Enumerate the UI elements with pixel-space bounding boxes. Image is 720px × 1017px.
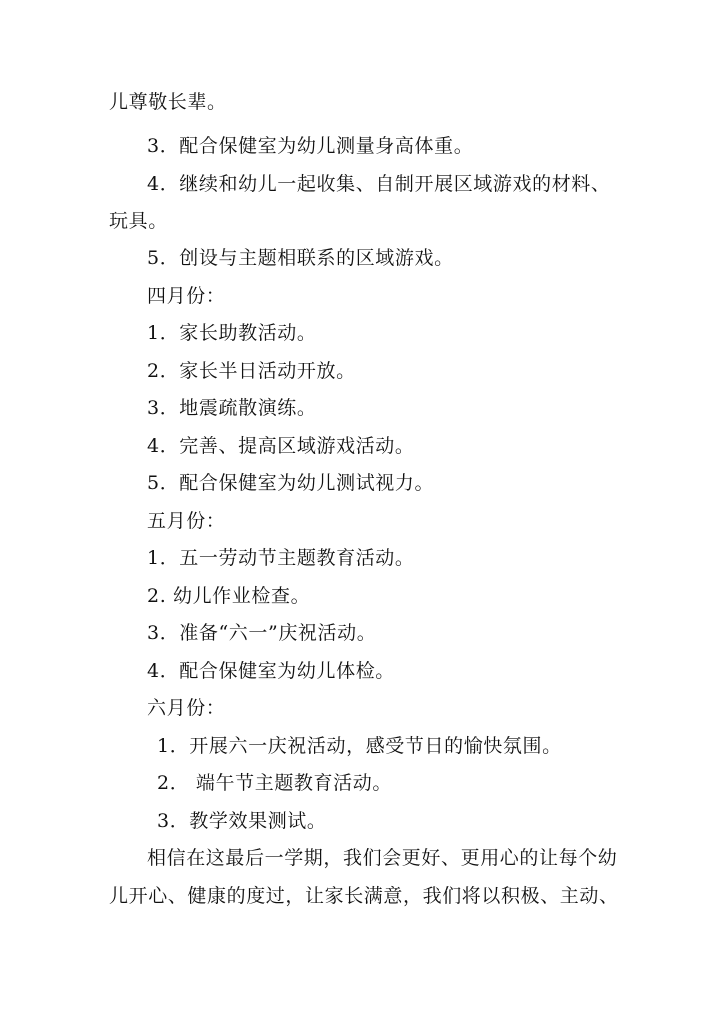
text-line: 3．教学效果测试。 — [157, 810, 327, 832]
text-line: 玩具。 — [109, 210, 168, 232]
text-line: 2． 端午节主题教育活动。 — [157, 772, 392, 794]
text-line: 5．创设与主题相联系的区域游戏。 — [147, 247, 454, 269]
text-line: 3．地震疏散演练。 — [147, 397, 317, 419]
text-line: 3．配合保健室为幼儿测量身高体重。 — [147, 135, 474, 157]
text-line: 4．继续和幼儿一起收集、自制开展区域游戏的材料、 — [147, 173, 611, 195]
text-line: 4．配合保健室为幼儿体检。 — [147, 660, 395, 682]
text-line: 5．配合保健室为幼儿测试视力。 — [147, 472, 435, 494]
text-line: 1．五一劳动节主题教育活动。 — [147, 547, 415, 569]
text-line: 相信在这最后一学期，我们会更好、更用心的让每个幼 — [147, 847, 618, 869]
text-line: 儿尊敬长辈。 — [109, 91, 227, 113]
section-heading: 五月份： — [147, 510, 226, 532]
text-line: 4．完善、提高区域游戏活动。 — [147, 435, 415, 457]
section-heading: 四月份： — [147, 285, 226, 307]
text-line: 儿开心、健康的度过，让家长满意，我们将以积极、主动、 — [109, 885, 619, 907]
text-line: 1．家长助教活动。 — [147, 322, 317, 344]
section-heading: 六月份： — [147, 697, 226, 719]
text-line: 3．准备“六一”庆祝活动。 — [147, 622, 377, 644]
text-line: 2．家长半日活动开放。 — [147, 360, 356, 382]
text-line: 1．开展六一庆祝活动，感受节日的愉快氛围。 — [157, 735, 562, 757]
text-line: 2. 幼儿作业检查。 — [147, 585, 311, 607]
